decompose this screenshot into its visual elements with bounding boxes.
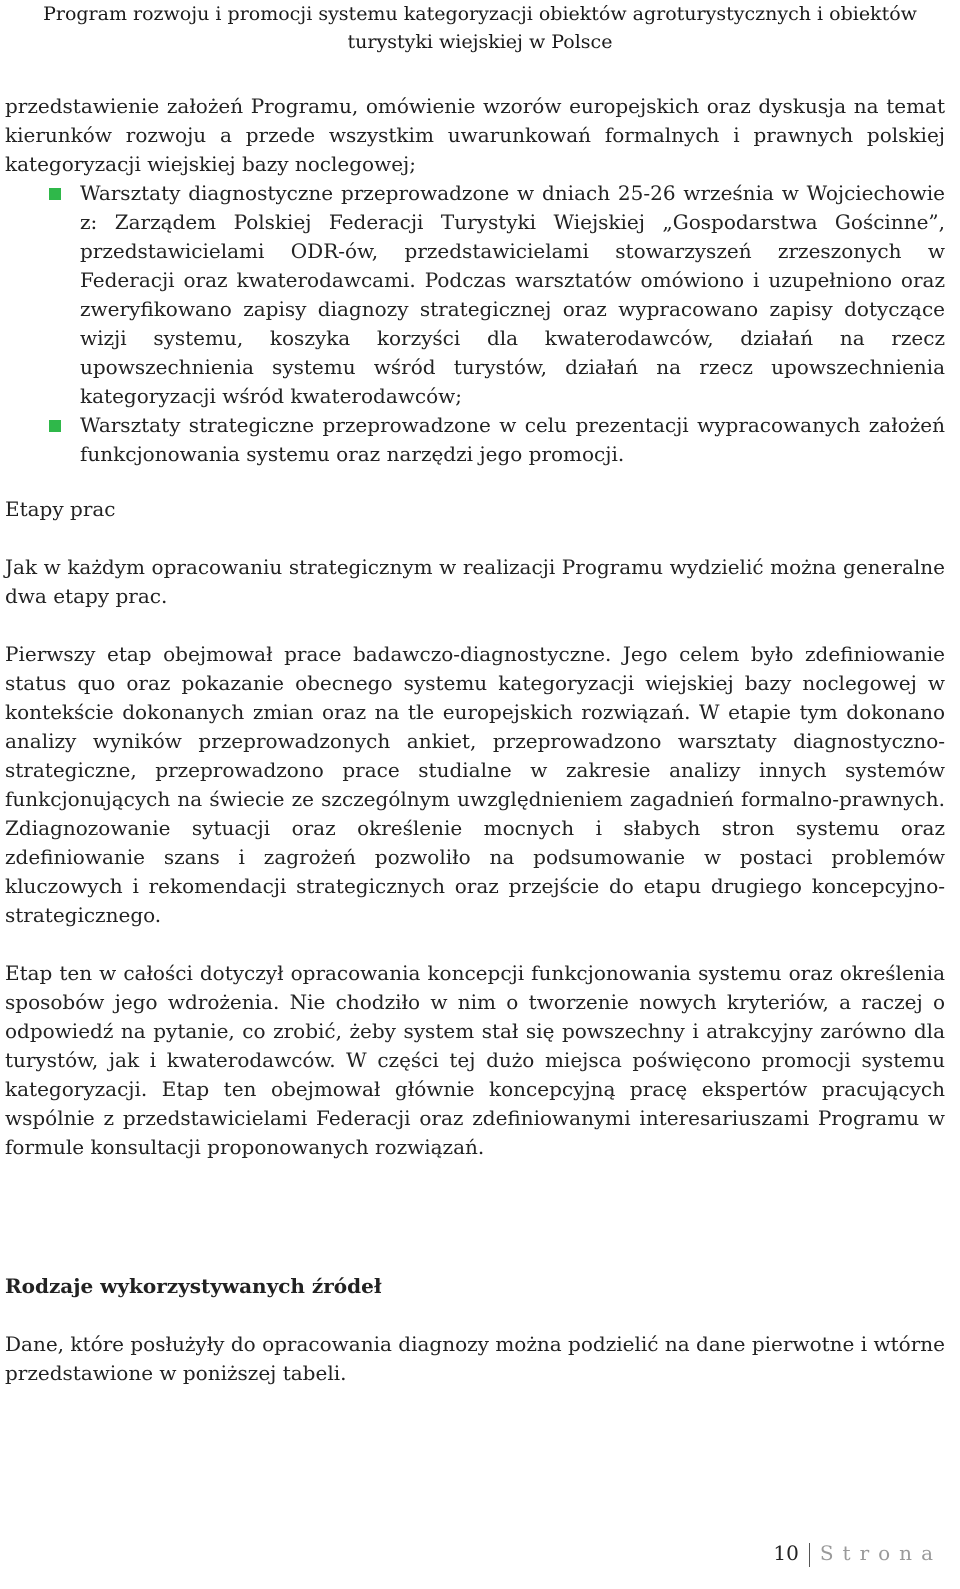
page-footer (773, 1535, 942, 1571)
list-item-text: Warsztaty diagnostyczne przeprowadzone w dniach 25-26 września w Wojciechowie z: Zarządem Polskiej Federacji Turystyki Wiejskiej „Gospodarstwa Gościnne”, przedstawicielami ODR-ów, przedstawicielami stowarzyszeń zrzeszonych w Federacji oraz kwaterodawcami. Podczas warsztatów omówiono i uzupełniono oraz zweryfikowano zapisy diagnozy strategicznej oraz wypracowano zapisy dotyczące wizji systemu, koszyka korzyści dla kwaterodawców, działań na rzecz upowszechnienia systemu wśród turystów, działań na rzecz upowszechnienia kategoryzacji wśród kwaterodawców; (80, 181, 945, 408)
list-item-text: Warsztaty strategiczne przeprowadzone w celu prezentacji wypracowanych założeń funkcjonowania systemu oraz narzędzi jego promocji. (80, 413, 945, 466)
header-line-2: turystyki wiejskiej w Polsce (347, 31, 613, 53)
continued-list-text: przedstawienie założeń Programu, omówienie wzorów europejskich oraz dyskusja na temat kierunków rozwoju a przede wszystkim uwarunkowań formalnych i prawnych polskiej kategoryzacji wiejskiej bazy noclegowej; (5, 94, 945, 176)
section-heading-rodzaje-zrodel: Rodzaje wykorzystywanych źródeł (5, 1274, 382, 1298)
paragraph: Jak w każdym opracowaniu strategicznym w realizacji Programu wydzielić można generalne dwa etapy prac. (5, 555, 945, 608)
square-bullet-icon (49, 420, 61, 432)
page-label: Strona (819, 1541, 942, 1565)
document-body (5, 92, 945, 1388)
footer-divider (809, 1543, 810, 1567)
bullet-list (5, 179, 945, 469)
paragraph: Dane, które posłużyły do opracowania diagnozy można podzielić na dane pierwotne i wtórne przedstawione w poniższej tabeli. (5, 1332, 945, 1385)
paragraph: Pierwszy etap obejmował prace badawczo-diagnostyczne. Jego celem było zdefiniowanie status quo oraz pokazanie obecnego systemu kategoryzacji wiejskiej bazy noclegowej w kontekście dokonanych zmian oraz na tle europejskich rozwiązań. W etapie tym dokonano analizy wyników przeprowadzonych ankiet, przeprowadzono warsztaty diagnostyczno-strategiczne, przeprowadzono prace studialne w zakresie analizy innych systemów funkcjonujących na świecie ze szczególnym uwzględnieniem zagadnień formalno-prawnych. Zdiagnozowanie sytuacji oraz określenie mocnych i słabych stron systemu oraz zdefiniowanie szans i zagrożeń pozwoliło na podsumowanie w postaci problemów kluczowych i rekomendacji strategicznych oraz przejście do etapu drugiego koncepcyjno-strategicznego. (5, 642, 945, 927)
section-heading-etapy-prac: Etapy prac (5, 497, 116, 521)
page-number: 10 (773, 1541, 799, 1565)
list-item (5, 411, 945, 469)
square-bullet-icon (49, 188, 61, 200)
list-item (5, 179, 945, 411)
header-line-1: Program rozwoju i promocji systemu kategoryzacji obiektów agroturystycznych i obiektów (43, 3, 917, 25)
paragraph: Etap ten w całości dotyczył opracowania koncepcji funkcjonowania systemu oraz określenia sposobów jego wdrożenia. Nie chodziło w nim o tworzenie nowych kryteriów, a raczej o odpowiedź na pytanie, co zrobić, żeby system stał się powszechny i atrakcyjny zarówno dla turystów, jak i kwaterodawców. W części tej dużo miejsca poświęcono promocji systemu kategoryzacji. Etap ten obejmował głównie koncepcyjną pracę ekspertów pracujących wspólnie z przedstawicielami Federacji oraz zdefiniowanymi interesariuszami Programu w formule konsultacji proponowanych rozwiązań. (5, 961, 945, 1159)
page-header (0, 0, 960, 56)
